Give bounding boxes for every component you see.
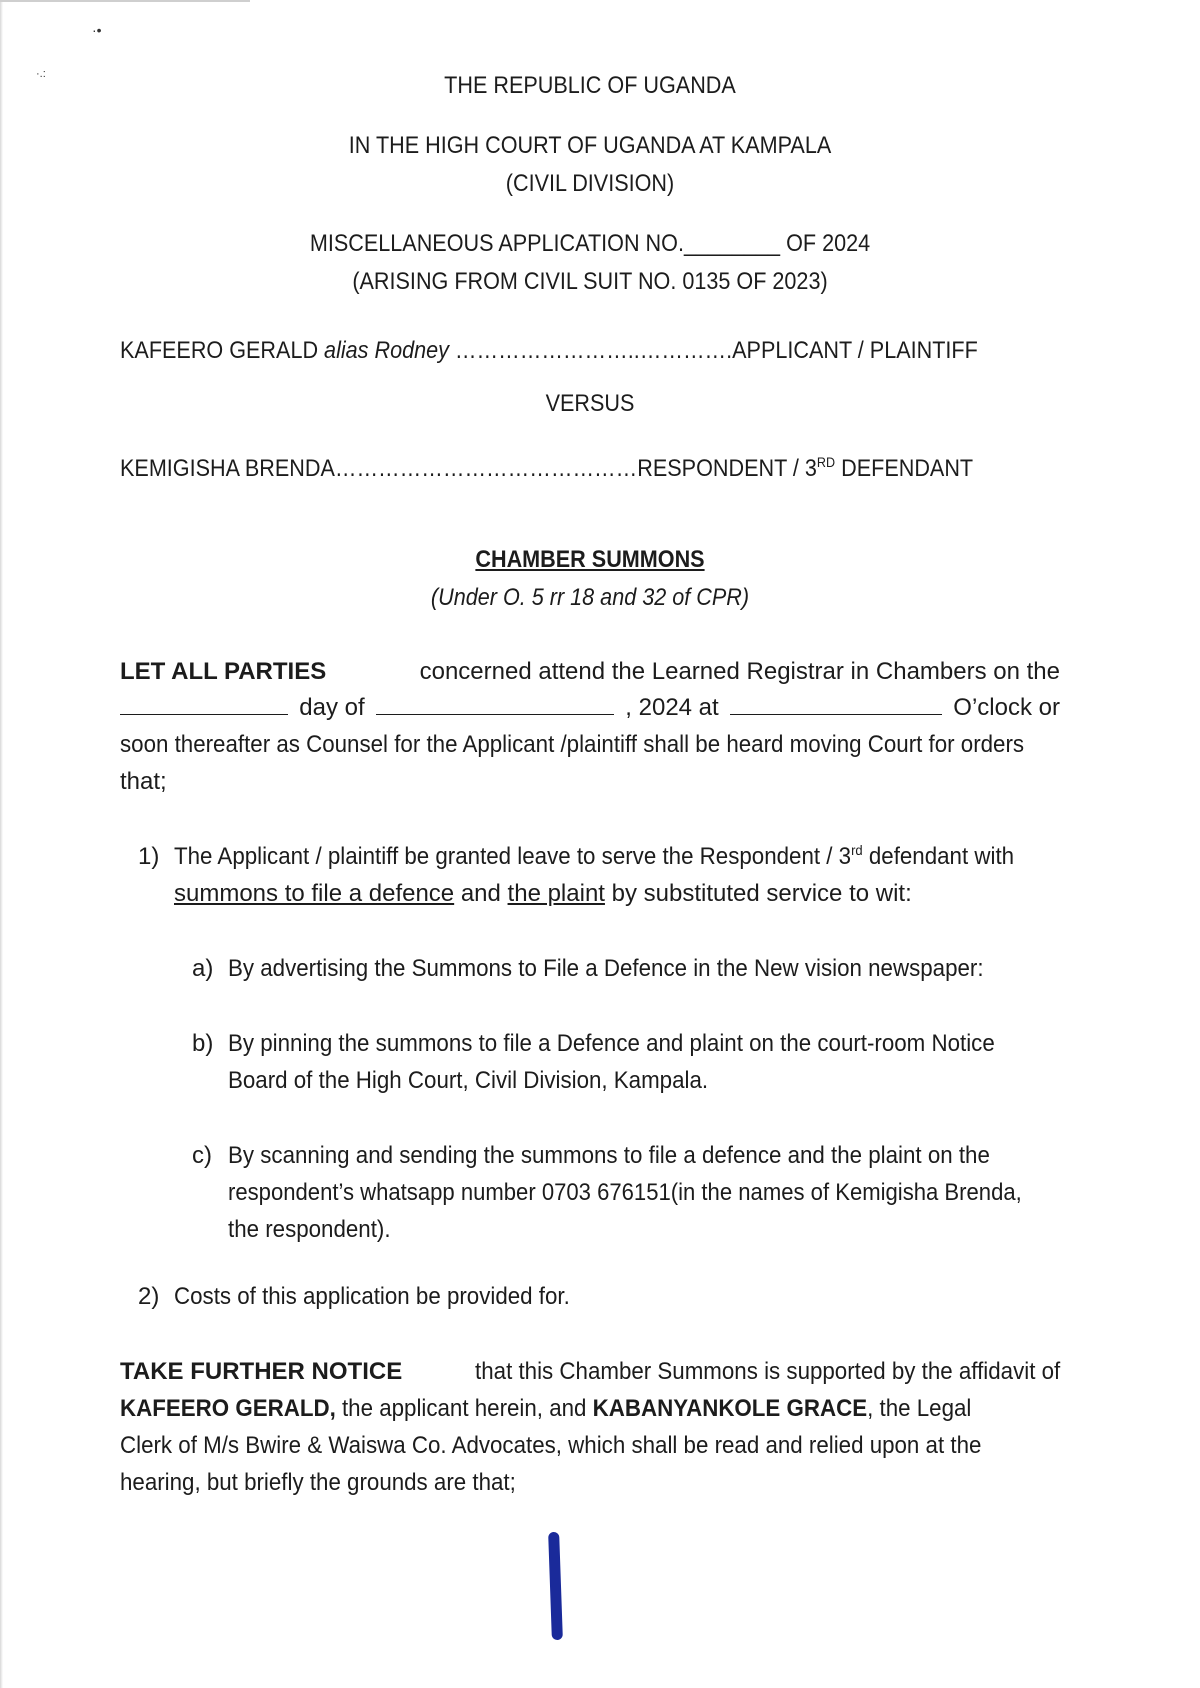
application-blank: ________ xyxy=(683,230,781,257)
arising-from: (ARISING FROM CIVIL SUIT NO. 0135 OF 2023) xyxy=(352,268,828,295)
respondent-role: RESPONDENT / 3 xyxy=(637,455,817,482)
intro-oclock: O’clock or xyxy=(953,694,1060,721)
order-1-line-1 xyxy=(174,843,1060,871)
order-1-plaint-ref: the plaint xyxy=(507,880,605,907)
notice-line-4 xyxy=(120,1469,1060,1497)
scan-speck: ·.: xyxy=(36,68,46,80)
respondent-name: KEMIGISHA BRENDA xyxy=(120,455,335,482)
application-suffix: OF 2024 xyxy=(780,230,871,257)
intro-line-4: that; xyxy=(120,768,167,795)
scan-edge xyxy=(0,0,3,1688)
sub-c-line-3 xyxy=(228,1216,1060,1244)
court-heading: IN THE HIGH COURT OF UGANDA AT KAMPALA xyxy=(348,132,832,159)
date-day-blank xyxy=(120,696,288,715)
sub-c-content-2: respondent’s whatsapp number 0703 676151(in the names of Kemigisha Brenda, xyxy=(228,1179,1022,1206)
respondent-role-sup: RD xyxy=(816,454,836,470)
republic-heading: THE REPUBLIC OF UGANDA xyxy=(444,72,736,99)
applicant-line xyxy=(120,337,1060,365)
intro-line-3 xyxy=(120,731,1060,759)
intro-line-1 xyxy=(120,658,1060,686)
respondent-role-suffix: DEFENDANT xyxy=(835,455,974,482)
intro-line-2 xyxy=(120,694,1060,722)
sub-a-letter: a) xyxy=(192,955,214,982)
intro-line3-text: soon thereafter as Counsel for the Applicant /plaintiff shall be heard moving Court for orders xyxy=(120,731,1025,758)
intro-day-of: day of xyxy=(299,694,365,721)
sub-a-text xyxy=(228,955,1060,983)
applicant-dots: ……………………..…………. xyxy=(448,337,733,364)
sub-b-letter: b) xyxy=(192,1030,214,1057)
notice-name-1: KAFEERO GERALD, xyxy=(120,1395,336,1422)
sub-c-content-3: the respondent). xyxy=(228,1216,391,1243)
notice-line1-rest: that this Chamber Summons is supported by the affidavit of xyxy=(474,1358,1060,1385)
respondent-line xyxy=(120,455,1060,483)
order-1-text-part2: defendant with xyxy=(862,843,1015,870)
sub-b-content-1: By pinning the summons to file a Defence and plaint on the court-room Notice xyxy=(228,1030,995,1057)
intro-line1-rest: concerned attend the Learned Registrar in Chambers on the xyxy=(419,658,1060,685)
applicant-role: APPLICANT / PLAINTIFF xyxy=(732,337,978,364)
order-1-sup: rd xyxy=(851,842,863,858)
notice-lead: TAKE FURTHER NOTICE xyxy=(120,1358,403,1385)
summons-subtitle: (Under O. 5 rr 18 and 32 of CPR) xyxy=(430,584,750,611)
date-month-blank xyxy=(376,696,614,715)
scan-speck: ·• xyxy=(92,22,102,38)
applicant-name: KAFEERO GERALD xyxy=(120,337,325,364)
sub-c-line-2 xyxy=(228,1179,1060,1207)
sub-c-letter: c) xyxy=(192,1142,212,1169)
division-heading: (CIVIL DIVISION) xyxy=(505,170,675,197)
application-prefix: MISCELLANEOUS APPLICATION NO. xyxy=(309,230,684,257)
summons-title: CHAMBER SUMMONS xyxy=(475,546,705,573)
notice-line2-mid: the applicant herein, and xyxy=(335,1395,593,1422)
sub-b-line-1 xyxy=(228,1030,1060,1058)
notice-line-3 xyxy=(120,1432,1060,1460)
application-number xyxy=(59,230,1121,258)
order-1-line-2 xyxy=(174,880,1060,908)
notice-name-2: KABANYANKOLE GRACE xyxy=(592,1395,868,1422)
order-1-summons-ref: summons to file a defence xyxy=(174,880,455,907)
order-2-text xyxy=(174,1283,1060,1311)
intro-lead: LET ALL PARTIES xyxy=(120,658,327,685)
sub-c-line-1 xyxy=(228,1142,1060,1170)
sub-a-content: By advertising the Summons to File a Defence in the New vision newspaper: xyxy=(228,955,984,982)
scan-edge-top xyxy=(0,0,250,2)
order-2-number: 2) xyxy=(138,1283,160,1310)
order-1-number: 1) xyxy=(138,843,160,870)
applicant-alias: alias Rodney xyxy=(324,337,449,364)
notice-line-2 xyxy=(120,1395,1060,1423)
notice-line4-text: hearing, but briefly the grounds are that; xyxy=(120,1469,516,1496)
order-1-text-part1: The Applicant / plaintiff be granted leave to serve the Respondent / 3 xyxy=(174,843,852,870)
intro-year-at: , 2024 at xyxy=(625,694,719,721)
sub-b-line-2 xyxy=(228,1067,1060,1095)
notice-line2-rest: , the Legal xyxy=(867,1395,972,1422)
order-1-and: and xyxy=(454,880,508,907)
versus-label: VERSUS xyxy=(545,390,635,417)
respondent-dots: …………………………………… xyxy=(334,455,638,482)
ink-pen-mark xyxy=(548,1532,563,1640)
order-2-content: Costs of this application be provided for. xyxy=(174,1283,570,1310)
notice-line-1 xyxy=(120,1358,1060,1386)
sub-b-content-2: Board of the High Court, Civil Division, Kampala. xyxy=(228,1067,709,1094)
sub-c-content-1: By scanning and sending the summons to file a defence and the plaint on the xyxy=(228,1142,990,1169)
notice-line3-text: Clerk of M/s Bwire & Waiswa Co. Advocates, which shall be read and relied upon at the xyxy=(120,1432,982,1459)
order-1-text-part3: by substituted service to wit: xyxy=(604,880,912,907)
time-blank xyxy=(730,696,942,715)
